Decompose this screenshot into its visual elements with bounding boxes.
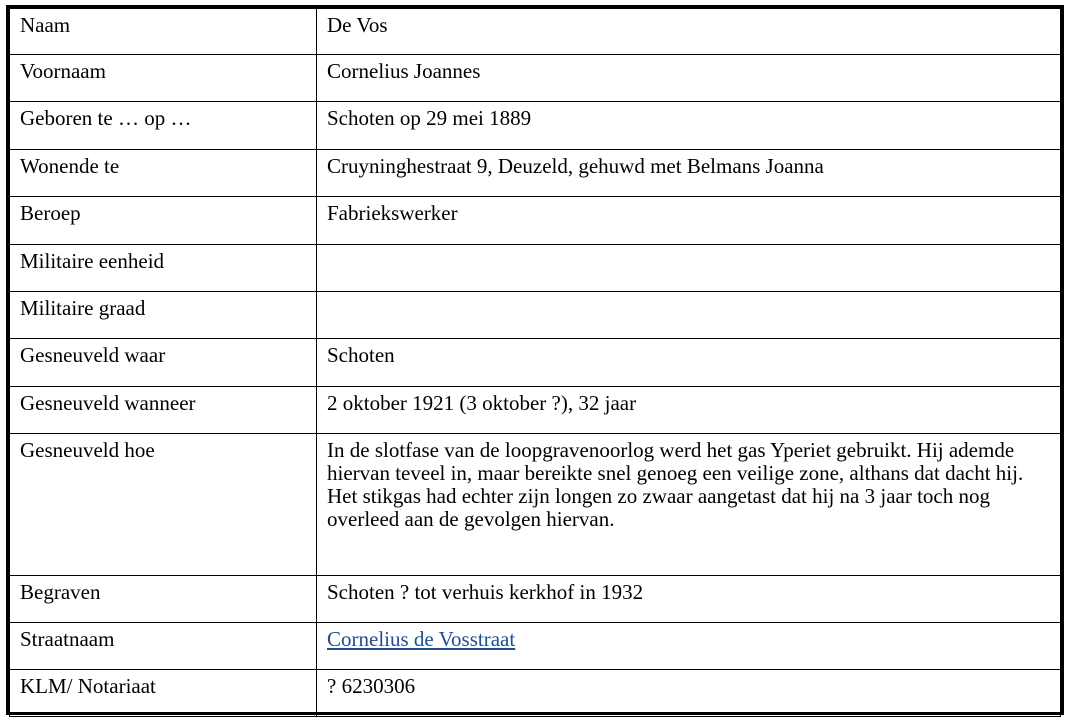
street-name-link[interactable]: Cornelius de Vosstraat xyxy=(327,627,516,651)
row-value: De Vos xyxy=(317,9,1061,55)
row-label: Gesneuveld hoe xyxy=(10,434,317,576)
row-label: Wonende te xyxy=(10,150,317,197)
row-label: Voornaam xyxy=(10,55,317,102)
table-row xyxy=(10,292,1061,339)
row-label: Straatnaam xyxy=(10,623,317,670)
record-frame xyxy=(6,5,1064,715)
row-value: 2 oktober 1921 (3 oktober ?), 32 jaar xyxy=(317,387,1061,434)
row-label: Militaire graad xyxy=(10,292,317,339)
row-label: Beroep xyxy=(10,197,317,245)
row-label: Geboren te … op … xyxy=(10,102,317,150)
table-row xyxy=(10,102,1061,150)
table-row xyxy=(10,150,1061,197)
table-row xyxy=(10,387,1061,434)
row-value xyxy=(317,623,1061,670)
person-record-table xyxy=(9,8,1061,717)
row-label: Naam xyxy=(10,9,317,55)
row-value: Schoten op 29 mei 1889 xyxy=(317,102,1061,150)
row-value: In de slotfase van de loopgravenoorlog werd het gas Yperiet gebruikt. Hij ademde hiervan teveel in, maar bereikte snel genoeg een veilige zone, althans dat dacht hij. Het stikgas had echter zijn longen zo zwaar aangetast dat hij na 3 jaar toch nog overleed aan de gevolgen hiervan. xyxy=(317,434,1061,576)
row-value: Cornelius Joannes xyxy=(317,55,1061,102)
row-value: Schoten ? tot verhuis kerkhof in 1932 xyxy=(317,576,1061,623)
table-row xyxy=(10,339,1061,387)
row-value xyxy=(317,292,1061,339)
table-row xyxy=(10,55,1061,102)
table-row xyxy=(10,670,1061,717)
row-value: Cruyninghestraat 9, Deuzeld, gehuwd met Belmans Joanna xyxy=(317,150,1061,197)
row-value xyxy=(317,245,1061,292)
row-label: Gesneuveld waar xyxy=(10,339,317,387)
row-label: Militaire eenheid xyxy=(10,245,317,292)
table-row xyxy=(10,245,1061,292)
row-value: Fabriekswerker xyxy=(317,197,1061,245)
table-row xyxy=(10,197,1061,245)
row-value: Schoten xyxy=(317,339,1061,387)
row-value: ? 6230306 xyxy=(317,670,1061,717)
table-row xyxy=(10,623,1061,670)
table-row xyxy=(10,434,1061,576)
row-label: Begraven xyxy=(10,576,317,623)
row-label: Gesneuveld wanneer xyxy=(10,387,317,434)
row-label: KLM/ Notariaat xyxy=(10,670,317,717)
table-row xyxy=(10,576,1061,623)
table-row xyxy=(10,9,1061,55)
